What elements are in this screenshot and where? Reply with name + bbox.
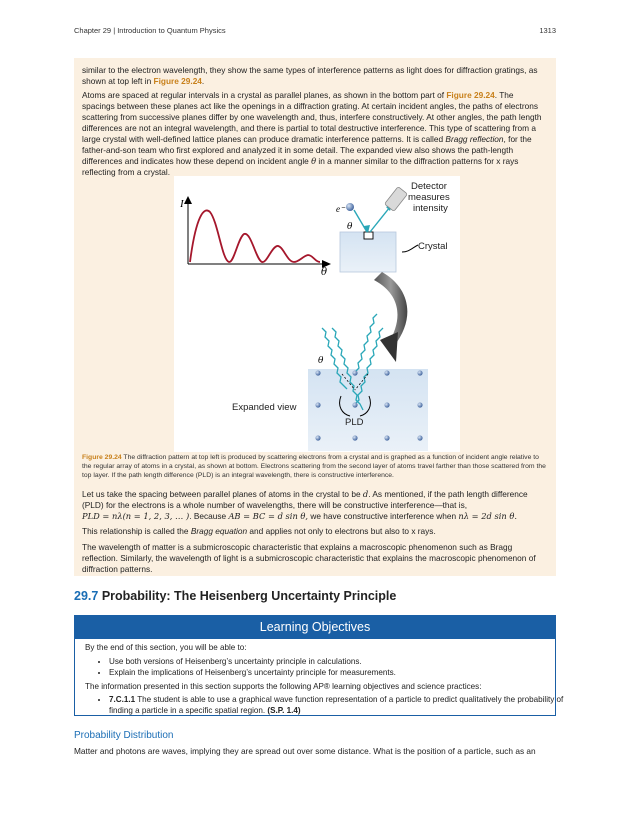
intensity-label: I	[180, 198, 184, 210]
list-item: • Use both versions of Heisenberg’s uncertainty principle in calculations.	[109, 657, 569, 668]
incident-beam	[354, 210, 367, 232]
figure-29-24	[174, 176, 460, 452]
section-number: 29.7	[74, 589, 99, 603]
page-number: 1313	[539, 26, 556, 35]
paragraph-5: The wavelength of matter is a submicroscopic characteristic that explains a macroscopic phenomenon such as Bragg reflection. Similarly, the wavelength of light is a submicroscopic characteristic that explains the macroscopic phenomenon of diffraction patterns.	[82, 542, 536, 574]
paragraph-6: Matter and photons are waves, implying they are spread out over some distance. What is the position of a particle, such as an	[74, 746, 536, 756]
list-item: • 7.C.1.1 The student is able to use a graphical wave function representation of a particle to predict qualitatively the probability of finding a particle in a specific spatial region. (S.P. 1.4)	[109, 695, 569, 716]
paragraph-2: Atoms are spaced at regular intervals in a crystal as parallel planes, as shown in the bottom part of Figure 29.24. The spacings between these planes act like the openings in a diffraction grating. At certain incident angles, the paths of electrons scattering from successive planes differ by one wavelength and, thus, interfere constructively. At other angles, the path length differences are not an integral wavelength, and there is partial to total destructive interference. This type of scattering from a large crystal with well-defined lattice planes can produce dramatic interference patterns. It is called Bragg reflection, for the father-and-son team who first explored and analyzed it in some detail. The expanded view also shows the path-length differences and indicates how these depend on incident angle θ in a manner similar to the diffraction patterns for x rays reflecting from a crystal.	[82, 90, 542, 177]
objectives-intro: By the end of this section, you will be able to:	[85, 643, 247, 652]
expand-arrowhead	[380, 332, 398, 362]
crystal-pointer	[402, 245, 418, 252]
intensity-graph	[179, 196, 331, 278]
pld-label: PLD	[345, 417, 364, 428]
learning-objectives-heading: Learning Objectives	[75, 616, 555, 639]
equation-pld: PLD = nλ(n = 1, 2, 3, … )	[82, 511, 190, 521]
electron-label: e⁻	[336, 204, 345, 214]
chapter-title: Chapter 29 | Introduction to Quantum Physics	[74, 26, 226, 35]
diffraction-curve	[190, 210, 320, 262]
figure-link[interactable]: Figure 29.24	[446, 90, 495, 100]
electron	[346, 203, 354, 211]
scattered-beam	[370, 207, 390, 232]
bragg-diagram	[174, 176, 460, 452]
detector-label: Detector measures intensity	[408, 181, 450, 214]
scattering-spot	[364, 232, 373, 239]
axis-arrow	[184, 196, 192, 204]
section-title: Probability: The Heisenberg Uncertainty Principle	[98, 589, 397, 603]
equation-bragg: nλ = 2d sin θ.	[458, 511, 518, 521]
figure-link[interactable]: Figure 29.24	[153, 76, 202, 86]
incident-angle-label: θ	[347, 222, 353, 232]
subsection-title: Probability Distribution	[74, 730, 174, 741]
paragraph-4: This relationship is called the Bragg equation and applies not only to electrons but also to x rays.	[82, 526, 436, 536]
paragraph-1: similar to the electron wavelength, they show the same types of interference patterns as light does for diffraction gratings, as shown at top left in Figure 29.24.	[82, 65, 538, 86]
ap-list	[85, 695, 569, 716]
ap-intro: The information presented in this section supports the following AP® learning objectives and science practices:	[85, 682, 482, 691]
expanded-view-label: Expanded view	[232, 402, 297, 413]
expanded-angle-label: θ	[318, 356, 324, 366]
section-heading	[74, 589, 396, 603]
angle-label: θ	[321, 267, 328, 278]
objectives-list	[85, 657, 569, 678]
paragraph-3: Let us take the spacing between parallel planes of atoms in the crystal to be d. As mentioned, if the path length difference (PLD) for the electrons is a whole number of wavelengths, there will be constructive interference—that is, PLD = nλ(n = 1, 2, 3, … ). Because AB = BC = d sin θ, we have constructive interference when nλ = 2d sin θ.	[82, 489, 528, 521]
equation-ab-bc: AB = BC = d sin θ,	[228, 511, 309, 521]
list-item: • Explain the implications of Heisenberg’s uncertainty principle for measurements.	[109, 668, 569, 679]
page-header	[74, 26, 556, 35]
crystal-label: Crystal	[418, 241, 448, 252]
learning-objectives-box	[74, 615, 564, 716]
figure-caption: Figure 29.24 The diffraction pattern at top left is produced by scattering electrons from a crystal and is graphed as a function of incident angle relative to the regular array of atoms in a crystal, as shown at bottom. Electrons scattering from the second layer of atoms travel farther than those scattered from the top layer. If the path length difference (PLD) is an integral wavelength, there is constructive interference.	[82, 454, 546, 479]
